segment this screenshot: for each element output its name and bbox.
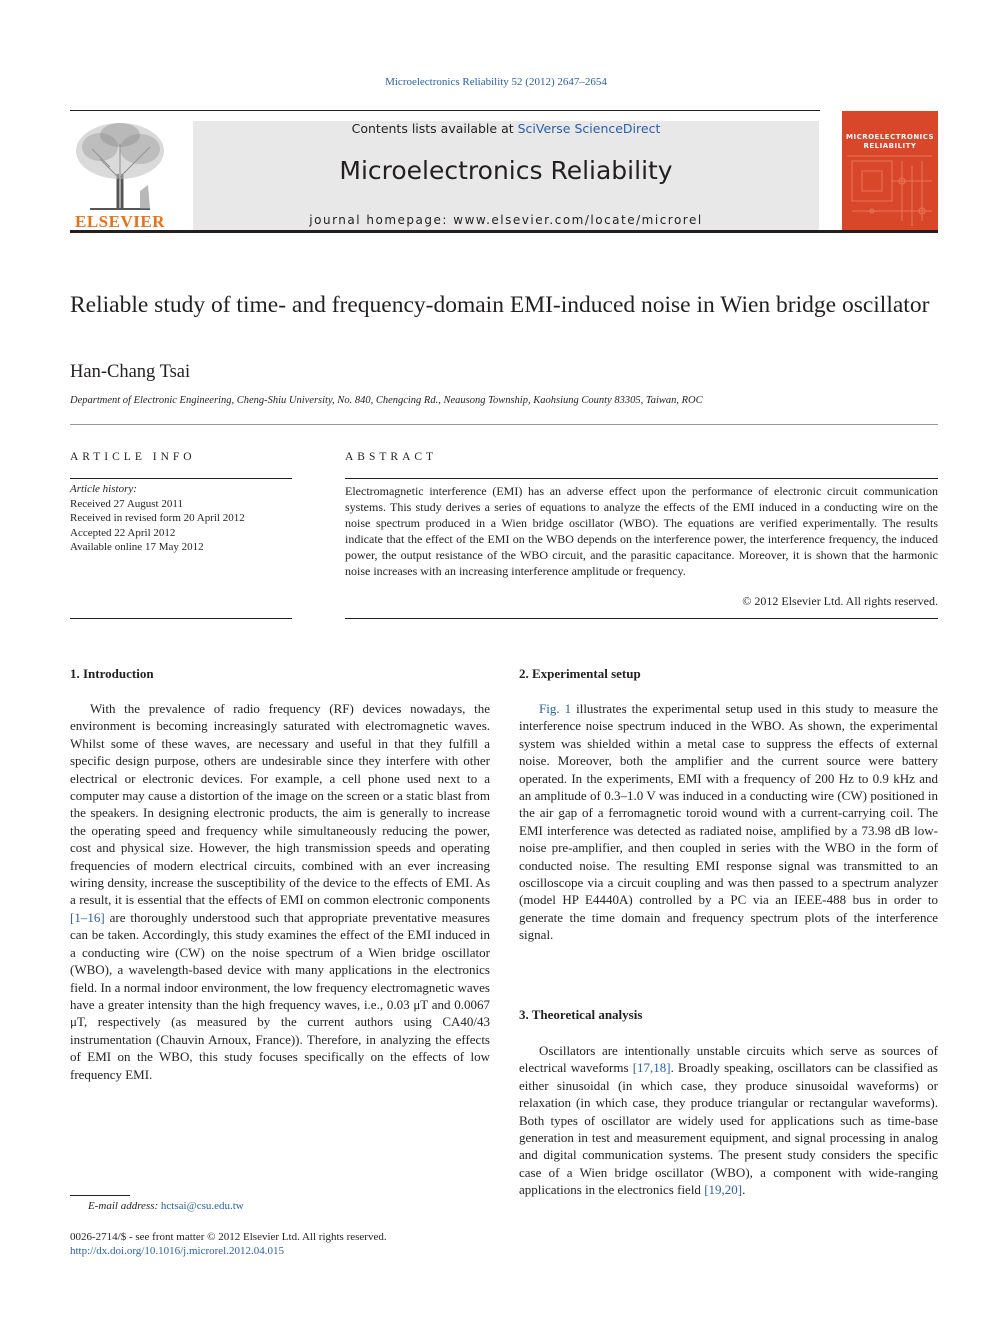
circuit-pattern-icon xyxy=(842,111,938,230)
elsevier-logo xyxy=(70,119,170,211)
footnote-rule xyxy=(70,1195,130,1196)
cover-title-line2: RELIABILITY xyxy=(863,142,917,150)
theoretical-analysis-body xyxy=(519,1042,938,1199)
journal-title: Microelectronics Reliability xyxy=(339,156,673,185)
experimental-setup-body xyxy=(519,700,938,944)
abstract-copyright: © 2012 Elsevier Ltd. All rights reserved. xyxy=(742,594,938,608)
homepage-prefix: journal homepage: xyxy=(309,213,454,227)
section-heading-theoretical-analysis: 3. Theoretical analysis xyxy=(519,1007,643,1022)
theory-text-b: . Broadly speaking, oscillators can be classified as either sinusoidal (in which case, they produce sinusoidal waveforms) or relaxation (in which case, they produce triangular or rectangular waveforms). Both types of oscillator are widely used for applications such as time-base generation in test and measurement equipment, and signal processing in analog and digital communication systems. The present study considers the specific case of a Wien bridge oscillator (WBO), a component with wide-ranging applications in the electronics field xyxy=(519,1060,938,1198)
article-info-rule xyxy=(70,478,292,479)
abstract-bottom-rule xyxy=(345,618,938,619)
article-history xyxy=(70,482,292,555)
elsevier-tree-icon xyxy=(70,119,170,211)
history-revised: Received in revised form 20 April 2012 xyxy=(70,512,245,524)
abstract-text: Electromagnetic interference (EMI) has an adverse effect upon the performance of electronic circuit communication systems. This study derives a series of equations to analyze the effects of the EMI induced in a conducting wire on the noise spectrum produced in a Wien bridge oscillator (WBO). The equations are verified experimentally. The results indicate that the effect of the EMI on the WBO depends on the interference power, the interference frequency, the induced power, the output resistance of the WBO circuit, and the parasitic capacitance. Moreover, it is shown that the harmonic noise increases with an increasing interference amplitude or frequency. xyxy=(345,484,938,578)
intro-text-a: With the prevalence of radio frequency (RF) devices nowadays, the environment is becoming increasingly saturated with electromagnetic waves. Whilst some of these waves, are necessary and useful in that they fulfill a specific design purpose, others are undesirable since they interfere with other electrical or electronic devices. For example, a cell phone used next to a computer may cause a distortion of the image on the screen or a static blast from the speakers. In designing electronic products, the aim is generally to increase the operating speed and frequency while simultaneously reducing the power, cost and physical size. However, the high transmission speeds and operating frequencies of modern electrical circuits, combined with an ever increasing wiring density, increase the susceptibility of the device to the effects of EMI. As a result, it is essential that the effects of EMI on common electronic components xyxy=(70,701,490,908)
theory-text-c: . xyxy=(742,1182,746,1198)
journal-cover xyxy=(842,111,938,230)
introduction-body xyxy=(70,700,490,1083)
contents-prefix: Contents lists available at xyxy=(351,121,518,136)
intro-text-b: are thoroughly understood such that appropriate preventative measures can be taken. Accordingly, this study examines the effect of the EMI induced in a conducting wire (CW) on the noise spectrum of a Wien bridge oscillator (WBO), a wavelength-based device with many applications in the electronics field. In a normal indoor environment, the low frequency electromagnetic waves have a greater intensity than the high frequency waves, i.e., 0.03 μT and 0.0067 μT, respectively (as measured by the current authors using CA40/43 instrumentation (Chauvin Arnoux, France)). Therefore, in analyzing the effects of EMI on the WBO, this study focuses specifically on the effects of low frequency EMI. xyxy=(70,909,490,1082)
author-name: Han-Chang Tsai xyxy=(70,362,191,382)
history-accepted: Accepted 22 April 2012 xyxy=(70,526,176,539)
theory-ref-17-18[interactable]: [17,18] xyxy=(632,1060,671,1076)
author-affiliation: Department of Electronic Engineering, Cheng-Shiu University, No. 840, Chengcing Rd., Neausong Township, Kaohsiung County 83305, Taiwan, ROC xyxy=(70,395,703,406)
article-info-heading: ARTICLE INFO xyxy=(70,451,196,463)
header-top-rule xyxy=(70,110,820,111)
title-divider xyxy=(70,424,938,425)
elsevier-wordmark: ELSEVIER xyxy=(75,212,165,231)
email-label: E-mail address: xyxy=(88,1200,161,1212)
setup-text: illustrates the experimental setup used in this study to measure the interference noise spectrum induced in the WBO. As shown, the experimental system was shielded within a metal case to suppress the effects of external noise. Moreover, both the amplifier and the current source were battery operated. In the experiments, EMI with a frequency of 200 Hz to 0.9 kHz and an amplitude of 0.3–1.0 V was induced in a conducting wire (CW) positioned in the air gap of a ferromagnetic toroid wound with a current-carrying coil. The EMI interference was detected as radiated noise, amplified by a 73.98 dB low-noise pre-amplifier, and then coupled in series with the WBO in the form of conducted noise. The resulting EMI response signal was transmitted to an oscilloscope via a circuit coupling and was then passed to a spectrum analyzer (model HP E4440A) controlled by a PC via an IEEE-488 bus in order to generate the time domain and frequency spectrum plots of the interference signal. xyxy=(519,701,938,943)
history-online: Available online 17 May 2012 xyxy=(70,541,204,553)
history-received: Received 27 August 2011 xyxy=(70,497,183,510)
journal-homepage xyxy=(193,213,819,227)
abstract-heading: ABSTRACT xyxy=(345,451,438,463)
journal-citation[interactable]: Microelectronics Reliability 52 (2012) 2647–2654 xyxy=(385,76,607,88)
cover-title xyxy=(846,133,934,151)
front-matter xyxy=(70,1230,387,1258)
theory-text-a: Oscillators are intentionally unstable circuits which serve as sources of electrical waveforms xyxy=(519,1043,938,1076)
theory-paragraph xyxy=(519,1042,938,1199)
footnote-email xyxy=(88,1200,244,1212)
setup-paragraph xyxy=(519,700,938,944)
section-heading-introduction: 1. Introduction xyxy=(70,666,154,681)
intro-ref-1-16[interactable]: [1–16] xyxy=(70,909,105,925)
front-matter-text: 0026-2714/$ - see front matter © 2012 Elsevier Ltd. All rights reserved. xyxy=(70,1231,387,1243)
theory-ref-19-20[interactable]: [19,20] xyxy=(704,1182,743,1198)
contents-line xyxy=(193,121,819,136)
cover-title-line1: MICROELECTRONICS xyxy=(846,133,935,141)
author-email-link[interactable]: hctsai@csu.edu.tw xyxy=(160,1200,244,1212)
doi-link[interactable]: http://dx.doi.org/10.1016/j.microrel.2012.04.015 xyxy=(70,1245,284,1257)
header-bottom-rule xyxy=(70,230,938,233)
abstract-rule xyxy=(345,478,938,479)
homepage-link[interactable]: www.elsevier.com/locate/microrel xyxy=(453,213,703,227)
section-heading-experimental-setup: 2. Experimental setup xyxy=(519,666,641,681)
sciencedirect-link[interactable]: SciVerse ScienceDirect xyxy=(517,121,661,136)
history-label: Article history: xyxy=(70,483,137,495)
paper-title: Reliable study of time- and frequency-domain EMI-induced noise in Wien bridge oscillator xyxy=(70,292,930,318)
introduction-paragraph xyxy=(70,700,490,1083)
fig1-link[interactable]: Fig. 1 xyxy=(539,701,572,716)
article-info-bottom-rule xyxy=(70,618,292,619)
